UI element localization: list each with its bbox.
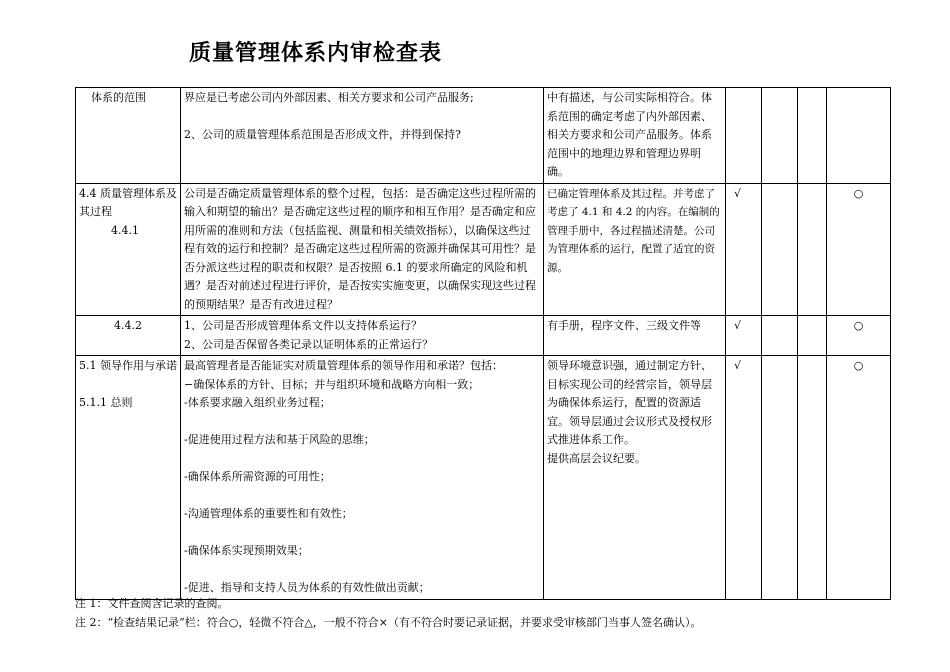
question-text: 2、公司的质量管理体系范围是否形成文件，并得到保持? <box>184 128 461 141</box>
note-1: 注 1：文件查阅含记录的查阅。 <box>75 597 229 610</box>
question-text: -确保体系所需资源的可用性； <box>184 470 331 483</box>
evidence-cell <box>544 356 726 600</box>
audit-checklist-table <box>75 87 891 600</box>
question-text <box>184 487 540 506</box>
result-mark-cell: ○ <box>827 356 891 600</box>
notes <box>75 595 702 632</box>
question-text <box>184 413 540 432</box>
question-cell <box>181 88 544 184</box>
question-text: 界应是已考虑公司内外部因素、相关方要求和公司产品服务; <box>184 91 474 104</box>
empty-cell <box>798 88 827 184</box>
question-text: −确保体系的方针、目标；并与组织环境和战略方向相一致； <box>184 377 480 391</box>
empty-cell <box>798 316 827 356</box>
clause-text: 5.1.1 总则 <box>79 396 133 409</box>
empty-cell <box>762 183 798 316</box>
question-text: -促进使用过程方法和基于风险的思维； <box>184 433 375 446</box>
evidence-cell <box>544 316 726 356</box>
table-row <box>76 356 891 600</box>
note-2: 注 2：“检查结果记录”栏：符合○，轻微不符合△，一般不符合×（有不符合时要记录证据，并要求受审核部门当事人签名确认）。 <box>75 615 702 629</box>
evidence-text: 有手册，程序文件、三级文件等 <box>547 319 701 332</box>
clause-cell <box>76 183 181 316</box>
clause-text: 体系的范围 <box>91 91 146 104</box>
empty-cell <box>798 356 827 600</box>
clause-cell <box>76 356 181 600</box>
result-mark-cell <box>827 88 891 184</box>
clause-text <box>79 376 177 395</box>
check-mark-cell <box>726 88 762 184</box>
clause-text: 4.4.1 <box>111 223 139 237</box>
clause-cell <box>76 316 181 356</box>
question-text: 1、公司是否形成管理体系文件以支持体系运行？ <box>184 319 422 332</box>
question-text <box>184 108 540 127</box>
question-cell <box>181 356 544 600</box>
evidence-cell <box>544 183 726 316</box>
question-text <box>184 561 540 580</box>
question-text <box>184 524 540 543</box>
evidence-text: 已确定管理体系及其过程。并考虑了考虑了 4.1 和 4.2 的内容。在编制的管理手册中，各过程描述清楚。公司为管理体系的运行，配置了适宜的资源。 <box>547 187 720 274</box>
evidence-cell <box>544 88 726 184</box>
check-mark-cell: √ <box>726 316 762 356</box>
question-text: 最高管理者是否能证实对质量管理体系的领导作用和承诺？包括： <box>184 359 503 372</box>
evidence-text: 中有描述，与公司实际相符合。体系范围的确定考虑了内外部因素、相关方要求和公司产品服务。体系范围中的地理边界和管理边界明确。 <box>547 91 712 178</box>
empty-cell <box>762 88 798 184</box>
clause-text: 4.4 质量管理体系及其过程 <box>79 186 177 218</box>
table-row <box>76 316 891 356</box>
question-cell <box>181 183 544 316</box>
empty-cell <box>798 183 827 316</box>
empty-cell <box>762 316 798 356</box>
question-text: 2、公司是否保留各类记录以证明体系的正常运行？ <box>184 337 433 351</box>
question-text <box>184 450 540 469</box>
document-title: 质量管理体系内审检查表 <box>189 41 443 66</box>
clause-cell <box>76 88 181 184</box>
empty-cell <box>762 356 798 600</box>
question-text: -促进、指导和支持人员为体系的有效性做出贡献； <box>184 581 430 594</box>
evidence-text: 领导环境意识强，通过制定方针、目标实现公司的经营宗旨，领导层为确保体系运行，配置的资源适宜。领导层通过会议形式及授权形式推进体系工作。 <box>547 359 712 446</box>
table-row <box>76 183 891 316</box>
clause-text: 5.1 领导作用与承诺 <box>79 359 177 372</box>
check-mark-cell: √ <box>726 356 762 600</box>
result-mark-cell: ○ <box>827 316 891 356</box>
check-mark-cell: √ <box>726 183 762 316</box>
question-cell <box>181 316 544 356</box>
table-row <box>76 88 891 184</box>
question-text: -沟通管理体系的重要性和有效性； <box>184 507 353 520</box>
result-mark-cell: ○ <box>827 183 891 316</box>
question-text: -体系要求融入组织业务过程； <box>184 396 331 409</box>
clause-text: 4.4.2 <box>114 319 142 332</box>
question-text: 公司是否确定质量管理体系的整个过程，包括：是否确定这些过程所需的输入和期望的输出？是否确定这些过程的顺序和相互作用？是否确定和应用所需的准则和方法（包括监视、测量和相关绩效指标），以确保这些过程有效的运行和控制？是否确定这些过程所需的资源并确保其可用性？是否分派这些过程的职责和权限？是否按照 6.1 的要求所确定的风险和机遇？是否对前述过程进行评价，是否按实实施变更，以确保实现这些过程的预期结果？是否有改进过程？ <box>184 186 536 311</box>
evidence-text: 提供高层会议纪要。 <box>547 451 646 465</box>
question-text: -确保体系实现预期效果； <box>184 544 309 557</box>
